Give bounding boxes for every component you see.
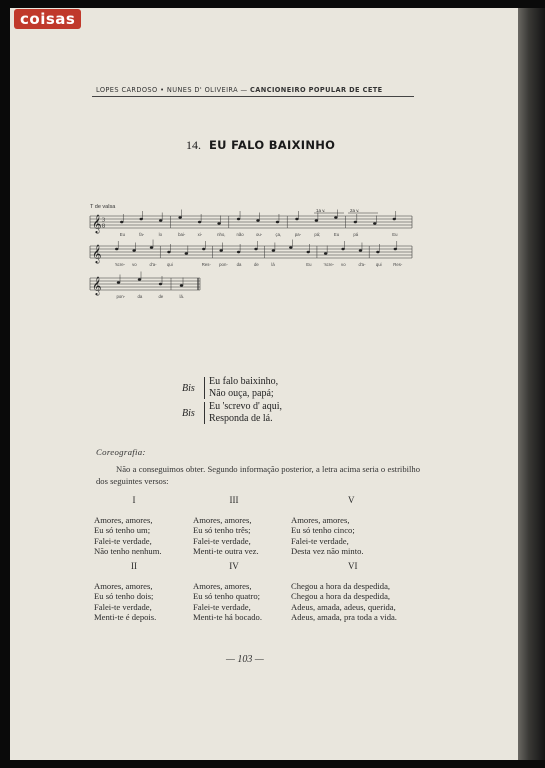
stanza-line: Amores, amores, (94, 580, 153, 591)
note-head (334, 216, 337, 218)
note-head (120, 221, 123, 223)
stanza-line: Adeus, amada, adeus, querida, (291, 601, 396, 612)
note-head (359, 249, 362, 251)
lyric-syllable: da (236, 262, 242, 267)
stanza-line: Falei-te verdade, (291, 535, 349, 546)
stanza-II (94, 561, 174, 623)
song-number: 14. (186, 138, 201, 152)
note-head (180, 284, 183, 286)
lyric-syllable: não (236, 232, 244, 237)
note-head (354, 221, 357, 223)
lyric-syllable: fa- (139, 232, 145, 237)
stanza-III (193, 495, 275, 557)
song-title-text: EU FALO BAIXINHO (209, 138, 336, 152)
note-head (315, 219, 318, 221)
stanza-line: Eu só tenho um; (94, 525, 151, 535)
lyric-syllable: bai- (178, 232, 186, 237)
note-head (179, 216, 182, 218)
lyric-syllable: vo (132, 262, 137, 267)
volta-1-label: 1a v. (316, 208, 326, 213)
tempo-marking: T de valsa (90, 204, 116, 210)
lyric-syllable: pon- (116, 294, 126, 299)
note-head (150, 246, 153, 248)
lyric-syllable: d'a- (149, 262, 157, 267)
watermark-logo: coisas (14, 9, 81, 29)
note-head (220, 249, 223, 251)
book-spine (518, 8, 545, 760)
note-head (198, 221, 201, 223)
lyric-syllable: xi- (197, 232, 203, 237)
note-head (117, 281, 120, 283)
time-signature: 8 (102, 223, 105, 230)
page-number: — 103 — (226, 654, 264, 665)
note-head (276, 221, 279, 223)
stanza-line: Amores, amores, (193, 514, 252, 525)
note-head (376, 251, 379, 253)
lyric-syllable: vo (341, 262, 346, 267)
note-head (133, 249, 136, 251)
lyric-syllable: ou- (256, 232, 263, 237)
music-score (88, 198, 418, 310)
stanza-line: Eu só tenho três; (193, 525, 251, 535)
lyric-syllable: Eu (119, 232, 125, 237)
bis-marker: Bis (182, 383, 195, 394)
header-book-title: CANCIONEIRO POPULAR DE CETE (250, 86, 383, 94)
note-head (307, 251, 310, 253)
note-head (140, 218, 143, 220)
note-head (185, 252, 188, 254)
coreografia-label: Coreografia: (96, 447, 146, 457)
refrain-line: Não ouça, papá; (209, 388, 274, 399)
note-head (341, 248, 344, 250)
note-head (167, 251, 170, 253)
song-title (186, 138, 335, 153)
lyric-syllable: 'scre- (114, 262, 126, 267)
stanza-line: Desta vez não minto. (291, 546, 364, 556)
note-head (256, 219, 259, 221)
stanza-line: Amores, amores, (193, 580, 252, 591)
refrain-line: Eu falo baixinho, (209, 376, 279, 387)
bis-bracket (204, 402, 205, 424)
stanza-line: Eu só tenho dois; (94, 591, 154, 601)
stanza-line: Chegou a hora da despedida, (291, 580, 391, 591)
refrain-line: Eu 'screvo d' aqui, (209, 401, 283, 412)
stanza-numeral: IV (229, 561, 239, 571)
note-head (295, 218, 298, 220)
bis-marker: Bis (182, 408, 195, 419)
header-rule (92, 96, 414, 97)
stanza-VI (291, 561, 413, 623)
note-head (237, 251, 240, 253)
stanza-line: Chegou a hora da despedida, (291, 591, 391, 601)
note-head (202, 248, 205, 250)
lyric-syllable: qui (166, 262, 173, 267)
note-head (237, 218, 240, 220)
lyric-syllable: pa- (294, 232, 302, 237)
note-head (373, 222, 376, 224)
note-head (289, 246, 292, 248)
stanza-numeral: V (348, 495, 355, 505)
lyric-syllable: Res- (393, 262, 403, 267)
stanza-numeral: II (131, 561, 137, 571)
lyric-syllable: lo (158, 232, 163, 237)
stanza-numeral: VI (348, 561, 358, 571)
stanza-line: Falei-te verdade, (94, 601, 152, 612)
note-head (254, 248, 257, 250)
note-head (394, 248, 397, 250)
treble-clef-icon: 𝄞 (92, 214, 102, 233)
stanza-IV (193, 561, 275, 623)
time-signature: 3 (102, 217, 105, 224)
stanza-line: Eu só tenho quatro; (193, 591, 261, 601)
stanza-line: Amores, amores, (94, 514, 153, 525)
lyric-syllable: pon- (219, 262, 228, 267)
lyric-syllable: Eu (333, 232, 340, 237)
coreografia-note: Não a conseguimos obter. Segundo informação posterior, a letra acima seria o estribilho dos seguintes versos: (96, 464, 420, 486)
stanza-line: Eu só tenho cinco; (291, 525, 355, 535)
stanza-V (291, 495, 413, 557)
top-frame (0, 0, 545, 8)
stanza-line: Não tenho nenhum. (94, 546, 162, 556)
lyric-syllable: pá; (314, 232, 321, 237)
lyric-syllable: qui (375, 262, 382, 267)
stanza-line: Falei-te verdade, (193, 535, 251, 546)
lyric-syllable: 'scre- (323, 262, 335, 267)
lyric-syllable: lá. (179, 294, 185, 299)
note-head (138, 278, 141, 280)
stanza-line: Adeus, amada, pra toda a vida. (291, 612, 397, 622)
bis-bracket (204, 377, 205, 399)
stanza-line: Falei-te verdade, (94, 535, 152, 546)
lyric-syllable: d'a- (358, 262, 366, 267)
running-header (96, 86, 414, 94)
note-head (115, 248, 118, 250)
treble-clef-icon: 𝄞 (92, 244, 102, 263)
lyric-syllable: de (158, 294, 164, 299)
note-head (272, 249, 275, 251)
stanza-line: Menti-te há bocado. (193, 612, 262, 622)
stanza-line: Menti-te é depois. (94, 612, 157, 622)
refrain-line: Responda de lá. (209, 413, 273, 424)
lyric-syllable: Eu (392, 232, 398, 237)
note-head (159, 283, 162, 285)
note-head (324, 252, 327, 254)
volta-2-label: 2a v. (350, 208, 360, 213)
lyric-syllable: Res- (201, 262, 211, 267)
lyric-syllable: pá (353, 232, 359, 237)
lyric-syllable: da (137, 294, 143, 299)
stanza-numeral: I (132, 495, 136, 505)
stanza-line: Menti-te outra vez. (193, 546, 259, 556)
lyric-syllable: de (254, 262, 259, 267)
stanza-I (94, 495, 174, 557)
lyric-syllable: lá (271, 262, 275, 267)
stanza-numeral: III (229, 495, 239, 505)
treble-clef-icon: 𝄞 (92, 276, 102, 295)
lyric-syllable: Eu (306, 262, 312, 267)
lyric-syllable: nho, (217, 232, 226, 237)
header-authors: LOPES CARDOSO • NUNES D' OLIVEIRA — (96, 86, 251, 94)
stanza-line: Falei-te verdade, (193, 601, 251, 612)
note-head (217, 222, 220, 224)
note-head (159, 219, 162, 221)
lyric-syllable: ça, (275, 232, 282, 237)
stanza-line: Amores, amores, (291, 514, 350, 525)
note-head (393, 218, 396, 220)
